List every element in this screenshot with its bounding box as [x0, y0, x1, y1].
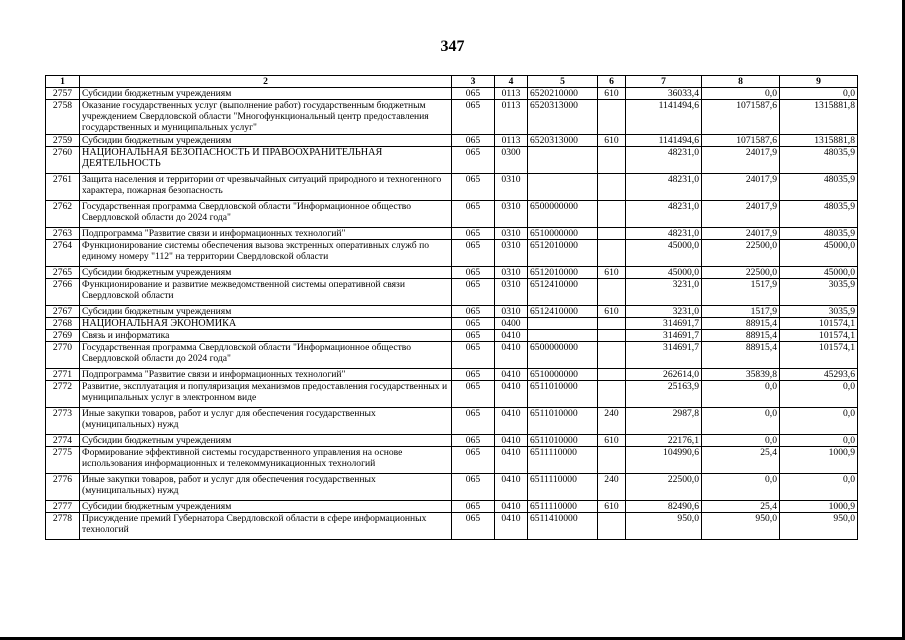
amount-col8-cell: 0,0 — [702, 88, 780, 100]
target-article-cell: 6512010000 — [528, 240, 598, 267]
row-name-cell: Субсидии бюджетным учреждениям — [80, 267, 452, 279]
table-row — [46, 267, 858, 279]
amount-col9-cell: 48035,9 — [780, 147, 858, 174]
row-name-cell: НАЦИОНАЛЬНАЯ БЕЗОПАСНОСТЬ И ПРАВООХРАНИТЕЛЬНАЯ ДЕЯТЕЛЬНОСТЬ — [80, 147, 452, 174]
section-code-cell: 0400 — [495, 318, 528, 330]
row-number-cell: 2762 — [46, 201, 80, 228]
amount-col8-cell: 88915,4 — [702, 342, 780, 369]
row-name-cell: Иные закупки товаров, работ и услуг для обеспечения государственных (муниципальных) нужд — [80, 474, 452, 501]
row-name-cell: Функционирование и развитие межведомственной системы оперативной связи Свердловской области — [80, 279, 452, 306]
amount-col8-cell: 24017,9 — [702, 147, 780, 174]
target-article-cell: 6520313000 — [528, 135, 598, 147]
ministry-code-cell: 065 — [452, 447, 495, 474]
amount-col8-cell: 0,0 — [702, 435, 780, 447]
row-number-cell: 2761 — [46, 174, 80, 201]
row-name-cell: Функционирование системы обеспечения вызова экстренных оперативных служб по единому номеру "112" на территории Свердловской области — [80, 240, 452, 267]
expense-type-cell: 610 — [598, 435, 626, 447]
amount-col7-cell: 314691,7 — [626, 330, 702, 342]
target-article-cell: 6510000000 — [528, 369, 598, 381]
table-row — [46, 381, 858, 408]
table-row — [46, 342, 858, 369]
expense-type-cell — [598, 369, 626, 381]
column-header: 3 — [452, 76, 495, 88]
amount-col8-cell: 0,0 — [702, 408, 780, 435]
ministry-code-cell: 065 — [452, 318, 495, 330]
row-number-cell: 2758 — [46, 100, 80, 135]
column-header: 6 — [598, 76, 626, 88]
ministry-code-cell: 065 — [452, 174, 495, 201]
row-number-cell: 2759 — [46, 135, 80, 147]
row-number-cell: 2776 — [46, 474, 80, 501]
amount-col9-cell: 48035,9 — [780, 201, 858, 228]
row-name-cell: Формирование эффективной системы государственного управления на основе использования информационных и телекоммуникационных технологий — [80, 447, 452, 474]
table-row — [46, 135, 858, 147]
amount-col7-cell: 314691,7 — [626, 342, 702, 369]
column-header: 5 — [528, 76, 598, 88]
table-header-row — [46, 76, 858, 88]
expense-type-cell — [598, 100, 626, 135]
table-row — [46, 88, 858, 100]
target-article-cell: 6512010000 — [528, 267, 598, 279]
section-code-cell: 0113 — [495, 88, 528, 100]
amount-col9-cell: 45293,6 — [780, 369, 858, 381]
row-number-cell: 2774 — [46, 435, 80, 447]
amount-col9-cell: 1315881,8 — [780, 100, 858, 135]
section-code-cell: 0113 — [495, 100, 528, 135]
ministry-code-cell: 065 — [452, 408, 495, 435]
expense-type-cell — [598, 381, 626, 408]
column-header: 8 — [702, 76, 780, 88]
column-header: 4 — [495, 76, 528, 88]
expense-type-cell — [598, 342, 626, 369]
amount-col9-cell: 950,0 — [780, 513, 858, 540]
amount-col9-cell: 1000,9 — [780, 447, 858, 474]
target-article-cell — [528, 147, 598, 174]
amount-col9-cell: 0,0 — [780, 474, 858, 501]
target-article-cell: 6511010000 — [528, 435, 598, 447]
amount-col9-cell: 48035,9 — [780, 174, 858, 201]
expense-type-cell — [598, 330, 626, 342]
amount-col7-cell: 45000,0 — [626, 240, 702, 267]
amount-col8-cell: 0,0 — [702, 474, 780, 501]
section-code-cell: 0300 — [495, 147, 528, 174]
amount-col8-cell: 24017,9 — [702, 228, 780, 240]
expense-type-cell — [598, 318, 626, 330]
section-code-cell: 0310 — [495, 240, 528, 267]
section-code-cell: 0410 — [495, 381, 528, 408]
table-body — [46, 88, 858, 540]
row-name-cell: Развитие, эксплуатация и популяризация механизмов предоставления государственных и муниципальных услуг в электронном виде — [80, 381, 452, 408]
expense-type-cell: 240 — [598, 474, 626, 501]
ministry-code-cell: 065 — [452, 240, 495, 267]
row-number-cell: 2764 — [46, 240, 80, 267]
expense-type-cell — [598, 240, 626, 267]
amount-col8-cell: 88915,4 — [702, 318, 780, 330]
column-header: 9 — [780, 76, 858, 88]
target-article-cell: 6511110000 — [528, 447, 598, 474]
section-code-cell: 0113 — [495, 135, 528, 147]
expense-type-cell — [598, 174, 626, 201]
ministry-code-cell: 065 — [452, 501, 495, 513]
expense-type-cell: 240 — [598, 408, 626, 435]
ministry-code-cell: 065 — [452, 513, 495, 540]
amount-col8-cell: 22500,0 — [702, 240, 780, 267]
expense-type-cell — [598, 147, 626, 174]
section-code-cell: 0310 — [495, 201, 528, 228]
row-name-cell: Подпрограмма "Развитие связи и информационных технологий" — [80, 369, 452, 381]
table-row — [46, 369, 858, 381]
budget-table — [45, 75, 858, 540]
ministry-code-cell: 065 — [452, 279, 495, 306]
row-number-cell: 2772 — [46, 381, 80, 408]
target-article-cell: 6511010000 — [528, 381, 598, 408]
column-header: 1 — [46, 76, 80, 88]
table-row — [46, 306, 858, 318]
row-number-cell: 2760 — [46, 147, 80, 174]
row-number-cell: 2777 — [46, 501, 80, 513]
row-name-cell: Оказание государственных услуг (выполнение работ) государственным бюджетным учреждением Свердловской области "Многофункциональный центр предоставления государственных и муниципальных услуг" — [80, 100, 452, 135]
amount-col8-cell: 950,0 — [702, 513, 780, 540]
amount-col7-cell: 2987,8 — [626, 408, 702, 435]
amount-col7-cell: 3231,0 — [626, 306, 702, 318]
target-article-cell: 6512410000 — [528, 306, 598, 318]
target-article-cell: 6511410000 — [528, 513, 598, 540]
section-code-cell: 0410 — [495, 342, 528, 369]
amount-col9-cell: 0,0 — [780, 435, 858, 447]
section-code-cell: 0310 — [495, 267, 528, 279]
amount-col7-cell: 48231,0 — [626, 174, 702, 201]
row-number-cell: 2771 — [46, 369, 80, 381]
target-article-cell: 6520313000 — [528, 100, 598, 135]
amount-col7-cell: 950,0 — [626, 513, 702, 540]
ministry-code-cell: 065 — [452, 330, 495, 342]
target-article-cell: 6511110000 — [528, 501, 598, 513]
row-name-cell: Подпрограмма "Развитие связи и информационных технологий" — [80, 228, 452, 240]
target-article-cell: 6511010000 — [528, 408, 598, 435]
expense-type-cell — [598, 279, 626, 306]
row-name-cell: Присуждение премий Губернатора Свердловской области в сфере информационных технологий — [80, 513, 452, 540]
table-row — [46, 501, 858, 513]
row-name-cell: Связь и информатика — [80, 330, 452, 342]
amount-col9-cell: 48035,9 — [780, 228, 858, 240]
ministry-code-cell: 065 — [452, 342, 495, 369]
table-row — [46, 201, 858, 228]
table-row — [46, 174, 858, 201]
amount-col7-cell: 3231,0 — [626, 279, 702, 306]
expense-type-cell — [598, 513, 626, 540]
section-code-cell: 0310 — [495, 306, 528, 318]
ministry-code-cell: 065 — [452, 306, 495, 318]
expense-type-cell: 610 — [598, 306, 626, 318]
section-code-cell: 0410 — [495, 501, 528, 513]
expense-type-cell: 610 — [598, 501, 626, 513]
amount-col9-cell: 101574,1 — [780, 318, 858, 330]
amount-col9-cell: 3035,9 — [780, 279, 858, 306]
target-article-cell: 6520210000 — [528, 88, 598, 100]
row-name-cell: Иные закупки товаров, работ и услуг для обеспечения государственных (муниципальных) нужд — [80, 408, 452, 435]
row-name-cell: Субсидии бюджетным учреждениям — [80, 88, 452, 100]
amount-col8-cell: 24017,9 — [702, 201, 780, 228]
section-code-cell: 0310 — [495, 228, 528, 240]
amount-col8-cell: 1071587,6 — [702, 100, 780, 135]
row-name-cell: Субсидии бюджетным учреждениям — [80, 306, 452, 318]
amount-col9-cell: 0,0 — [780, 88, 858, 100]
amount-col7-cell: 48231,0 — [626, 228, 702, 240]
amount-col7-cell: 104990,6 — [626, 447, 702, 474]
target-article-cell: 6500000000 — [528, 342, 598, 369]
section-code-cell: 0410 — [495, 435, 528, 447]
ministry-code-cell: 065 — [452, 100, 495, 135]
expense-type-cell — [598, 228, 626, 240]
table-row — [46, 408, 858, 435]
target-article-cell — [528, 318, 598, 330]
target-article-cell — [528, 174, 598, 201]
column-header: 7 — [626, 76, 702, 88]
amount-col8-cell: 24017,9 — [702, 174, 780, 201]
section-code-cell: 0410 — [495, 330, 528, 342]
ministry-code-cell: 065 — [452, 435, 495, 447]
section-code-cell: 0310 — [495, 174, 528, 201]
amount-col8-cell: 0,0 — [702, 381, 780, 408]
table-row — [46, 447, 858, 474]
row-number-cell: 2766 — [46, 279, 80, 306]
target-article-cell: 6510000000 — [528, 228, 598, 240]
ministry-code-cell: 065 — [452, 228, 495, 240]
amount-col7-cell: 22500,0 — [626, 474, 702, 501]
amount-col8-cell: 35839,8 — [702, 369, 780, 381]
amount-col7-cell: 36033,4 — [626, 88, 702, 100]
row-number-cell: 2757 — [46, 88, 80, 100]
section-code-cell: 0310 — [495, 279, 528, 306]
amount-col9-cell: 3035,9 — [780, 306, 858, 318]
ministry-code-cell: 065 — [452, 88, 495, 100]
amount-col7-cell: 22176,1 — [626, 435, 702, 447]
table-row — [46, 228, 858, 240]
column-header: 2 — [80, 76, 452, 88]
table-row — [46, 279, 858, 306]
row-number-cell: 2770 — [46, 342, 80, 369]
target-article-cell: 6500000000 — [528, 201, 598, 228]
table-row — [46, 435, 858, 447]
ministry-code-cell: 065 — [452, 474, 495, 501]
amount-col9-cell: 0,0 — [780, 408, 858, 435]
expense-type-cell: 610 — [598, 88, 626, 100]
table-row — [46, 330, 858, 342]
table-row — [46, 100, 858, 135]
amount-col8-cell: 1517,9 — [702, 306, 780, 318]
amount-col7-cell: 82490,6 — [626, 501, 702, 513]
section-code-cell: 0410 — [495, 513, 528, 540]
expense-type-cell: 610 — [598, 267, 626, 279]
section-code-cell: 0410 — [495, 447, 528, 474]
amount-col9-cell: 1000,9 — [780, 501, 858, 513]
expense-type-cell — [598, 447, 626, 474]
amount-col8-cell: 25,4 — [702, 447, 780, 474]
amount-col7-cell: 48231,0 — [626, 201, 702, 228]
amount-col8-cell: 22500,0 — [702, 267, 780, 279]
row-name-cell: Государственная программа Свердловской области "Информационное общество Свердловской области до 2024 года" — [80, 201, 452, 228]
amount-col7-cell: 48231,0 — [626, 147, 702, 174]
amount-col9-cell: 101574,1 — [780, 330, 858, 342]
amount-col9-cell: 1315881,8 — [780, 135, 858, 147]
row-number-cell: 2769 — [46, 330, 80, 342]
amount-col8-cell: 1517,9 — [702, 279, 780, 306]
amount-col8-cell: 88915,4 — [702, 330, 780, 342]
row-number-cell: 2773 — [46, 408, 80, 435]
section-code-cell: 0410 — [495, 408, 528, 435]
row-number-cell: 2768 — [46, 318, 80, 330]
ministry-code-cell: 065 — [452, 201, 495, 228]
amount-col8-cell: 1071587,6 — [702, 135, 780, 147]
section-code-cell: 0410 — [495, 474, 528, 501]
table-row — [46, 318, 858, 330]
expense-type-cell — [598, 201, 626, 228]
page-number: 347 — [440, 38, 465, 55]
amount-col7-cell: 314691,7 — [626, 318, 702, 330]
table-row — [46, 513, 858, 540]
row-name-cell: Субсидии бюджетным учреждениям — [80, 501, 452, 513]
table-row — [46, 474, 858, 501]
amount-col9-cell: 45000,0 — [780, 267, 858, 279]
row-name-cell: НАЦИОНАЛЬНАЯ ЭКОНОМИКА — [80, 318, 452, 330]
amount-col9-cell: 45000,0 — [780, 240, 858, 267]
row-number-cell: 2767 — [46, 306, 80, 318]
section-code-cell: 0410 — [495, 369, 528, 381]
expense-type-cell: 610 — [598, 135, 626, 147]
amount-col9-cell: 0,0 — [780, 381, 858, 408]
amount-col9-cell: 101574,1 — [780, 342, 858, 369]
ministry-code-cell: 065 — [452, 147, 495, 174]
ministry-code-cell: 065 — [452, 369, 495, 381]
amount-col7-cell: 262614,0 — [626, 369, 702, 381]
table-row — [46, 240, 858, 267]
row-name-cell: Субсидии бюджетным учреждениям — [80, 135, 452, 147]
row-number-cell: 2765 — [46, 267, 80, 279]
ministry-code-cell: 065 — [452, 267, 495, 279]
target-article-cell: 6511110000 — [528, 474, 598, 501]
amount-col7-cell: 1141494,6 — [626, 100, 702, 135]
row-name-cell: Защита населения и территории от чрезвычайных ситуаций природного и техногенного характера, пожарная безопасность — [80, 174, 452, 201]
table-row — [46, 147, 858, 174]
row-number-cell: 2775 — [46, 447, 80, 474]
row-name-cell: Государственная программа Свердловской области "Информационное общество Свердловской области до 2024 года" — [80, 342, 452, 369]
ministry-code-cell: 065 — [452, 135, 495, 147]
row-number-cell: 2778 — [46, 513, 80, 540]
target-article-cell — [528, 330, 598, 342]
amount-col8-cell: 25,4 — [702, 501, 780, 513]
target-article-cell: 6512410000 — [528, 279, 598, 306]
amount-col7-cell: 25163,9 — [626, 381, 702, 408]
ministry-code-cell: 065 — [452, 381, 495, 408]
amount-col7-cell: 1141494,6 — [626, 135, 702, 147]
row-number-cell: 2763 — [46, 228, 80, 240]
amount-col7-cell: 45000,0 — [626, 267, 702, 279]
row-name-cell: Субсидии бюджетным учреждениям — [80, 435, 452, 447]
